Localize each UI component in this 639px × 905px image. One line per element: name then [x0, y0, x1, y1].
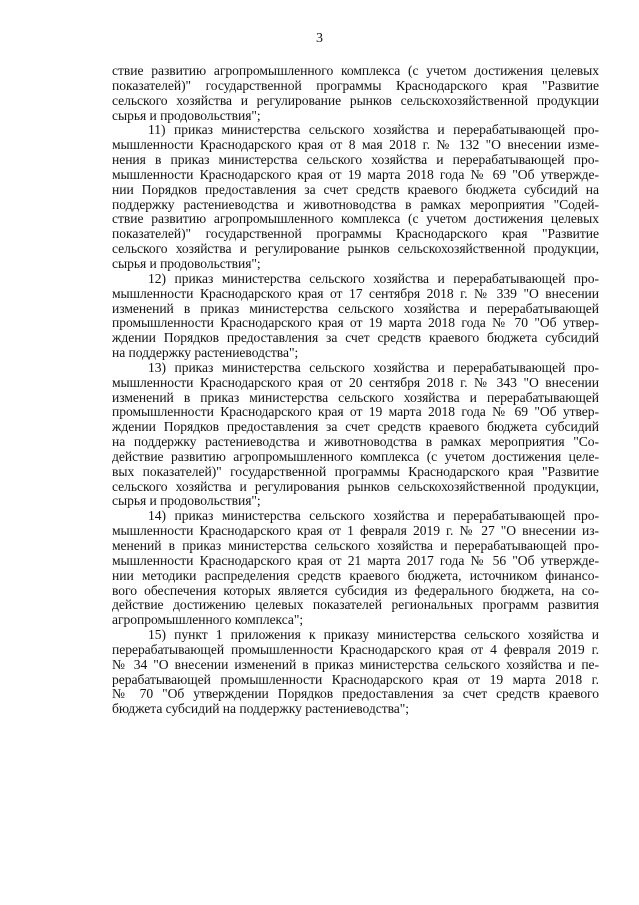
text-line: сырья и продовольствия"; — [112, 493, 261, 509]
paragraph-p11 — [112, 123, 599, 271]
text-line: нения в приказ министерства сельского хозяйства и перерабатывающей про- — [112, 152, 599, 168]
text-line: перерабатывающей промышленности Краснодарского края от 4 февраля 2019 г. — [112, 641, 599, 657]
page-number: 3 — [316, 31, 323, 46]
text-line: 13) приказ министерства сельского хозяйства и перерабатывающей про- — [148, 359, 599, 375]
text-line: сельского хозяйства и регулирование рынков сельскохозяйственной продукции — [112, 92, 599, 108]
text-line: сельского хозяйства и регулирования рынков сельскохозяйственной продукции, — [112, 478, 599, 494]
text-line: вого обеспечения которых является субсидия из федерального бюджета, на со- — [112, 582, 599, 598]
text-line: мышленности Краснодарского края от 1 февраля 2019 г. № 27 "О внесении из- — [112, 523, 599, 539]
text-line: вых показателей)" государственной программы Краснодарского края "Развитие — [112, 463, 599, 479]
text-line: агропромышленного комплекса"; — [112, 612, 304, 628]
text-line: ствие развитию агропромышленного комплекса (с учетом достижения целевых — [112, 63, 599, 78]
text-line: показателей)" государственной программы Краснодарского края "Развитие — [112, 226, 599, 242]
text-line: действие достижению целевых показателей региональных программ развития — [112, 597, 599, 613]
text-line: изменений в приказ министерства сельского хозяйства и перерабатывающей — [112, 300, 599, 316]
text-line: нии Порядков предоставления за счет средств краевого бюджета субсидий на — [112, 181, 599, 197]
text-line: мышленности Краснодарского края от 8 мая 2018 г. № 132 "О внесении изме- — [112, 137, 599, 153]
text-line: действие развитию агропромышленного комплекса (с учетом достижения целе- — [112, 448, 599, 464]
text-line: на поддержку растениеводства и животноводства в рамках мероприятия "Со- — [112, 434, 599, 450]
paragraph-p14 — [112, 509, 599, 628]
text-line: нии методики распределения средств краевого бюджета, источником финансо- — [112, 567, 599, 583]
text-line: менений в приказ министерства сельского хозяйства и перерабатывающей про- — [112, 538, 599, 553]
paragraph-p15 — [112, 628, 599, 717]
text-line: 15) пункт 1 приложения к приказу министерства сельского хозяйства и — [148, 627, 599, 643]
text-line: № 70 "Об утверждении Порядков предоставления за счет средств краевого — [112, 686, 599, 702]
text-line: ждении Порядков предоставления за счет средств краевого бюджета субсидий — [112, 330, 599, 346]
paragraph-p0 — [112, 64, 599, 123]
paragraph-p12 — [112, 272, 599, 361]
text-line: сырья и продовольствия"; — [112, 107, 261, 123]
text-line: бюджета субсидий на поддержку растениеводства"; — [112, 701, 409, 717]
text-line: ствие развитию агропромышленного комплекса (с учетом достижения целевых — [112, 211, 599, 227]
text-line: мышленности Краснодарского края от 17 сентября 2018 г. № 339 "О внесении — [112, 285, 599, 301]
text-line: промышленности Краснодарского края от 19 марта 2018 года № 70 "Об утвер- — [112, 315, 599, 331]
document-body — [112, 64, 599, 717]
text-line: мышленности Краснодарского края от 20 сентября 2018 г. № 343 "О внесении — [112, 374, 599, 390]
text-line: промышленности Краснодарского края от 19 марта 2018 года № 69 "Об утвер- — [112, 404, 599, 420]
text-line: мышленности Краснодарского края от 19 марта 2018 года № 69 "Об утвержде- — [112, 166, 599, 182]
text-line: на поддержку растениеводства"; — [112, 345, 299, 361]
text-line: ждении Порядков предоставления за счет средств краевого бюджета субсидий — [112, 419, 599, 435]
text-line: изменений в приказ министерства сельского хозяйства и перерабатывающей — [112, 389, 599, 405]
text-line: рерабатывающей промышленности Краснодарского края от 19 марта 2018 г. — [112, 671, 599, 687]
text-line: 11) приказ министерства сельского хозяйства и перерабатывающей про- — [148, 122, 599, 138]
text-line: поддержку растениеводства и животноводства в рамках мероприятия "Содей- — [112, 196, 599, 212]
text-line: 12) приказ министерства сельского хозяйства и перерабатывающей про- — [148, 270, 599, 286]
text-line: показателей)" государственной программы Краснодарского края "Развитие — [112, 77, 599, 93]
text-line: сельского хозяйства и регулирование рынков сельскохозяйственной продукции, — [112, 241, 599, 257]
text-line: сырья и продовольствия"; — [112, 255, 261, 271]
text-line: мышленности Краснодарского края от 21 марта 2017 года № 56 "Об утвержде- — [112, 552, 599, 568]
text-line: 14) приказ министерства сельского хозяйства и перерабатывающей про- — [148, 508, 599, 524]
paragraph-p13 — [112, 361, 599, 509]
text-line: № 34 "О внесении изменений в приказ министерства сельского хозяйства и пе- — [112, 656, 599, 672]
